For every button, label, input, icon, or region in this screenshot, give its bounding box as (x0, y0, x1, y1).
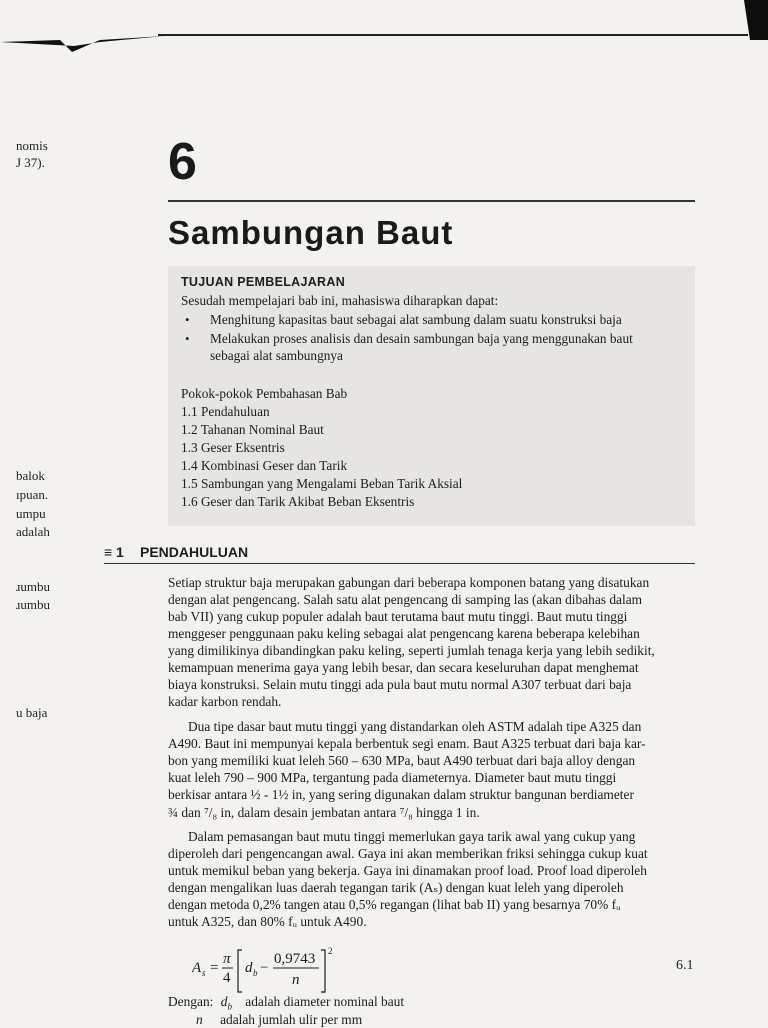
definition-line (196, 1012, 362, 1028)
chapter-rule (168, 200, 695, 202)
body-line: kuat leleh 790 – 900 MPa, tergantung pada diameternya. Diameter baut mutu tinggi (168, 770, 617, 785)
margin-fragment: balok (16, 468, 45, 483)
margin-fragment: ɹumbu (16, 597, 50, 612)
section-rule (104, 563, 695, 564)
body-line: bon yang memiliki kuat leleh 560 – 630 MPa, baut A490 terbuat dari baja alloy dengan (168, 753, 636, 768)
margin-fragment: J 37). (16, 155, 45, 170)
equation-number: 6.1 (676, 958, 694, 973)
toc-item: 1.1 Pendahuluan (181, 404, 270, 419)
body-line: Setiap struktur baja merupakan gabungan dari beberapa komponen batang yang disatukan (168, 575, 650, 590)
svg-text:=: = (210, 960, 219, 976)
corner-mark (738, 0, 768, 40)
equation-pi: π (223, 951, 231, 967)
body-line: untuk memikul beban yang bekerja. Gaya ini dinamakan proof load. Proof load diperoleh (168, 863, 647, 878)
body-line: dengan metoda 0,2% tangen atau 0,5% regangan (lihat bab II) yang besarnya 70% fᵤ (168, 897, 621, 912)
toc-item: 1.2 Tahanan Nominal Baut (181, 422, 324, 437)
body-line: yang dimilikinya dibandingkan paku keling, seperti jumlah tenaga kerja yang lebih sedikit, (168, 643, 655, 658)
body-line: dengan alat pengencang. Salah satu alat pengencang di samping las (akan dibahas dalam (168, 592, 643, 607)
body-line: biaya konstruksi. Selain mutu tinggi ada pula baut mutu normal A307 terbuat dari baja (168, 677, 632, 692)
definition-symbol: n (196, 1012, 203, 1027)
body-line: menggeser penggunaan paku keling sebagai alat pengencang karena beberapa kelebihan (168, 626, 640, 641)
body-line: diperoleh dari pengencangan awal. Gaya ini akan memberikan friksi sehingga cukup kuat (168, 846, 648, 861)
body-line: ¾ dan ⁷/₈ in, dalam desain jembatan antara ⁷/₈ hingga 1 in. (168, 805, 480, 820)
margin-fragment: ɹumbu (16, 579, 50, 594)
equation-four: 4 (223, 970, 231, 986)
bullet-marker: • (185, 331, 190, 346)
margin-fragment: u baja (16, 705, 48, 720)
body-line: dengan mengalikan luas daerah tegangan tarik (Aₛ) dengan kuat leleh yang diperoleh (168, 880, 624, 895)
equation-d-sub: b (253, 968, 258, 978)
definition-text: adalah diameter nominal baut (245, 994, 405, 1009)
section-title: PENDAHULUAN (140, 544, 249, 560)
toc-item: 1.4 Kombinasi Geser dan Tarik (181, 458, 348, 473)
equation-lhs: A (192, 960, 202, 976)
objectives-intro: Sesudah mempelajari bab ini, mahasiswa diharapkan dapat: (181, 293, 499, 308)
toc-item: 1.3 Geser Eksentris (181, 440, 285, 455)
toc-heading: Pokok-pokok Pembahasan Bab (181, 386, 348, 401)
definition-line (168, 994, 404, 1012)
equation-exponent: 2 (328, 946, 333, 956)
bullet-marker: • (185, 312, 190, 327)
body-line: bab VII) yang cukup populer adalah baut terutama baut mutu tinggi. Baut mutu tinggi (168, 609, 628, 624)
body-line: berkisar antara ½ - 1½ in, yang sering digunakan dalam struktur bangunan berdiameter (168, 787, 634, 802)
equation-denominator: n (292, 972, 300, 988)
body-line: untuk A325, dan 80% fᵤ untuk A490. (168, 914, 367, 929)
definition-label: Dengan: (168, 994, 214, 1009)
body-line: Dalam pemasangan baut mutu tinggi memerlukan gaya tarik awal yang cukup yang (188, 829, 636, 844)
toc-item: 1.5 Sambungan yang Mengalami Beban Tarik Aksial (181, 476, 463, 491)
equation-d: d (245, 960, 253, 976)
body-line: A490. Baut ini mempunyai kepala berbentuk segi enam. Baut A325 terbuat dari baja kar- (168, 736, 646, 751)
objectives-heading: TUJUAN PEMBELAJARAN (181, 275, 346, 289)
chapter-title: Sambungan Baut (168, 214, 454, 251)
body-line: Dua tipe dasar baut mutu tinggi yang distandarkan oleh ASTM adalah tipe A325 dan (188, 719, 642, 734)
definition-symbol-sub: b (227, 1001, 232, 1012)
equation-6-1 (192, 944, 352, 1000)
top-rule (158, 34, 748, 36)
objective-item-continuation: sebagai alat sambungnya (210, 348, 343, 363)
definition-symbol: d (220, 994, 228, 1009)
section-number: ≡ 1 (104, 544, 124, 560)
objective-item: Melakukan proses analisis dan desain sambungan baja yang menggunakan baut (210, 331, 633, 346)
chapter-number: 6 (168, 133, 197, 191)
equation-minus: − (260, 960, 269, 976)
body-line: kemampuan menerima gaya yang lebih besar, dan secara keseluruhan dapat menghemat (168, 660, 639, 675)
toc-item: 1.6 Geser dan Tarik Akibat Beban Eksentris (181, 494, 415, 509)
definition-text: adalah jumlah ulir per mm (220, 1012, 363, 1027)
margin-fragment: adalah (16, 524, 50, 539)
margin-fragment: nomis (16, 138, 48, 153)
equation-lhs-sub: s (202, 968, 206, 978)
margin-fragment: umpu (16, 506, 46, 521)
margin-fragment: ıpuan. (16, 487, 49, 502)
top-decorative-stroke (0, 30, 170, 54)
equation-numerator: 0,9743 (274, 951, 316, 967)
body-line: kadar karbon rendah. (168, 694, 282, 709)
objective-item: Menghitung kapasitas baut sebagai alat sambung dalam suatu konstruksi baja (210, 312, 622, 327)
